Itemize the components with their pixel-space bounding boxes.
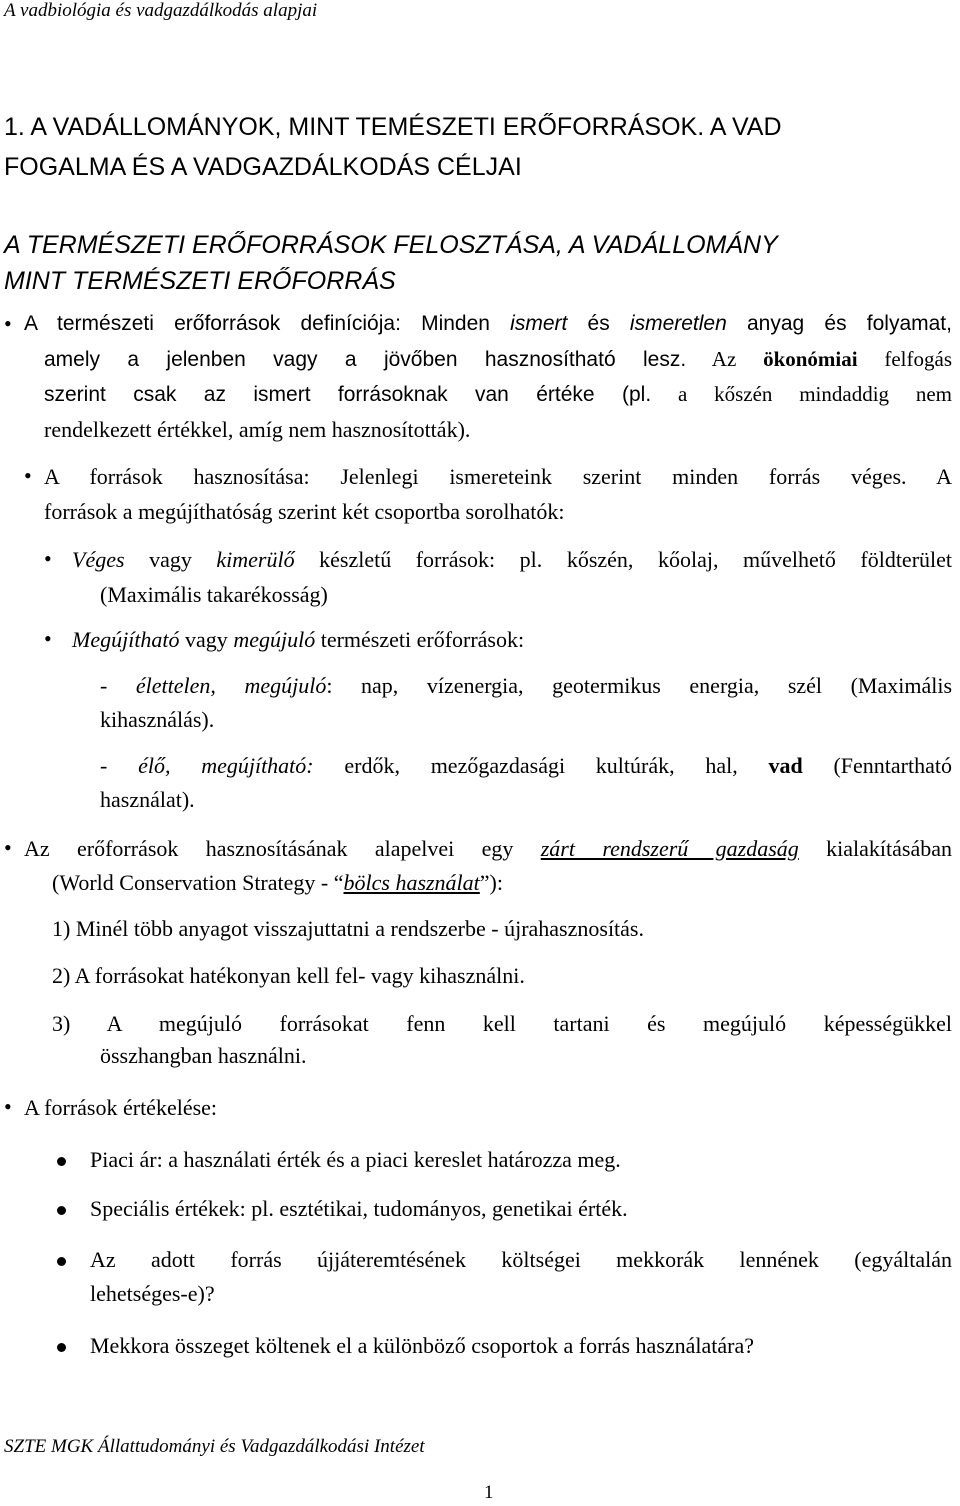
running-header: A vadbiológia és vadgazdálkodás alapjai: [4, 0, 318, 21]
principle-item-3-continued: összhangban használni.: [100, 1043, 307, 1068]
definition-line-2: amely a jelenben vagy a jövőben hasznosítható lesz. Az ökonómiai felfogás: [44, 347, 953, 371]
evaluation-item-regeneration-cost-line-2: lehetséges-e)?: [90, 1281, 215, 1306]
renewable-sources-line: Megújítható vagy megújuló természeti erőforrások:: [72, 627, 525, 652]
bullet-icon: [57, 1206, 66, 1215]
bullet-icon: •: [4, 835, 12, 860]
principles-line-1: Az erőforrások hasznosításának alapelvei egy zárt rendszerű gazdaság kialakításában: [24, 836, 952, 861]
evaluation-item-regeneration-cost-line-1: Az adott forrás újjáteremtésének költségei mekkorák lennének (egyáltalán: [90, 1247, 952, 1272]
living-renewable-line-1: - élő, megújítható: erdők, mezőgazdasági kultúrák, hal, vad (Fenntartható: [100, 753, 952, 778]
page-footer: SZTE MGK Állattudományi és Vadgazdálkodási Intézet: [4, 1436, 425, 1457]
definition-line-1: A természeti erőforrások definíciója: Minden ismert és ismeretlen anyag és folyamat,: [24, 312, 952, 335]
definition-line-4: rendelkezett értékkel, amíg nem hasznosították).: [44, 417, 471, 442]
finite-sources-line-2: (Maximális takarékosság): [100, 582, 328, 607]
page-number: 1: [484, 1482, 494, 1503]
sources-line-2: források a megújíthatóság szerint két csoportba sorolhatók:: [44, 499, 565, 524]
principle-item-3: 3) A megújuló forrásokat fenn kell tartani és megújuló képességükkel: [52, 1011, 952, 1036]
bullet-icon: [57, 1257, 66, 1266]
bullet-icon: •: [4, 1094, 12, 1119]
evaluation-item-special-values: Speciális értékek: pl. esztétikai, tudományos, genetikai érték.: [90, 1196, 628, 1221]
inanimate-renewable-line-1: - élettelen, megújuló: nap, vízenergia, geotermikus energia, szél (Maximális: [100, 673, 953, 698]
inanimate-renewable-line-2: kihasználás).: [100, 707, 215, 732]
living-renewable-line-2: használat).: [100, 787, 195, 812]
sources-line-1: A források hasznosítása: Jelenlegi ismereteink szerint minden forrás véges. A: [44, 464, 952, 489]
principles-line-2: (World Conservation Strategy - “bölcs használat”):: [52, 870, 503, 895]
chapter-heading-line-1: 1. A VADÁLLOMÁNYOK, MINT TEMÉSZETI ERŐFORRÁSOK. A VAD: [4, 113, 782, 141]
bullet-icon: •: [4, 311, 12, 336]
evaluation-item-market-price: Piaci ár: a használati érték és a piaci kereslet határozza meg.: [90, 1147, 621, 1172]
bullet-icon: •: [24, 463, 32, 488]
bullet-icon: [57, 1157, 66, 1166]
principle-item-2: 2) A forrásokat hatékonyan kell fel- vagy kihasználni.: [52, 963, 525, 988]
section-heading: [4, 227, 954, 299]
chapter-heading: [4, 107, 954, 187]
finite-sources-line-1: Véges vagy kimerülő készletű források: pl. kőszén, kőolaj, művelhető földterület: [72, 547, 953, 572]
principle-item-1: 1) Minél több anyagot visszajuttatni a rendszerbe - újrahasznosítás.: [52, 916, 644, 941]
evaluation-heading: A források értékelése:: [24, 1095, 218, 1120]
chapter-heading-line-2: FOGALMA ÉS A VADGAZDÁLKODÁS CÉLJAI: [4, 153, 522, 181]
bullet-icon: •: [44, 626, 52, 651]
bullet-icon: [57, 1343, 66, 1352]
section-heading-line-1: A TERMÉSZETI ERŐFORRÁSOK FELOSZTÁSA, A VADÁLLOMÁNY: [4, 231, 778, 259]
section-heading-line-2: MINT TERMÉSZETI ERŐFORRÁS: [4, 267, 396, 295]
bullet-icon: •: [44, 546, 52, 571]
definition-line-3: szerint csak az ismert forrásoknak van értéke (pl. a kőszén mindaddig nem: [44, 382, 952, 406]
evaluation-item-group-spending: Mekkora összeget költenek el a különböző csoportok a forrás használatára?: [90, 1333, 755, 1358]
